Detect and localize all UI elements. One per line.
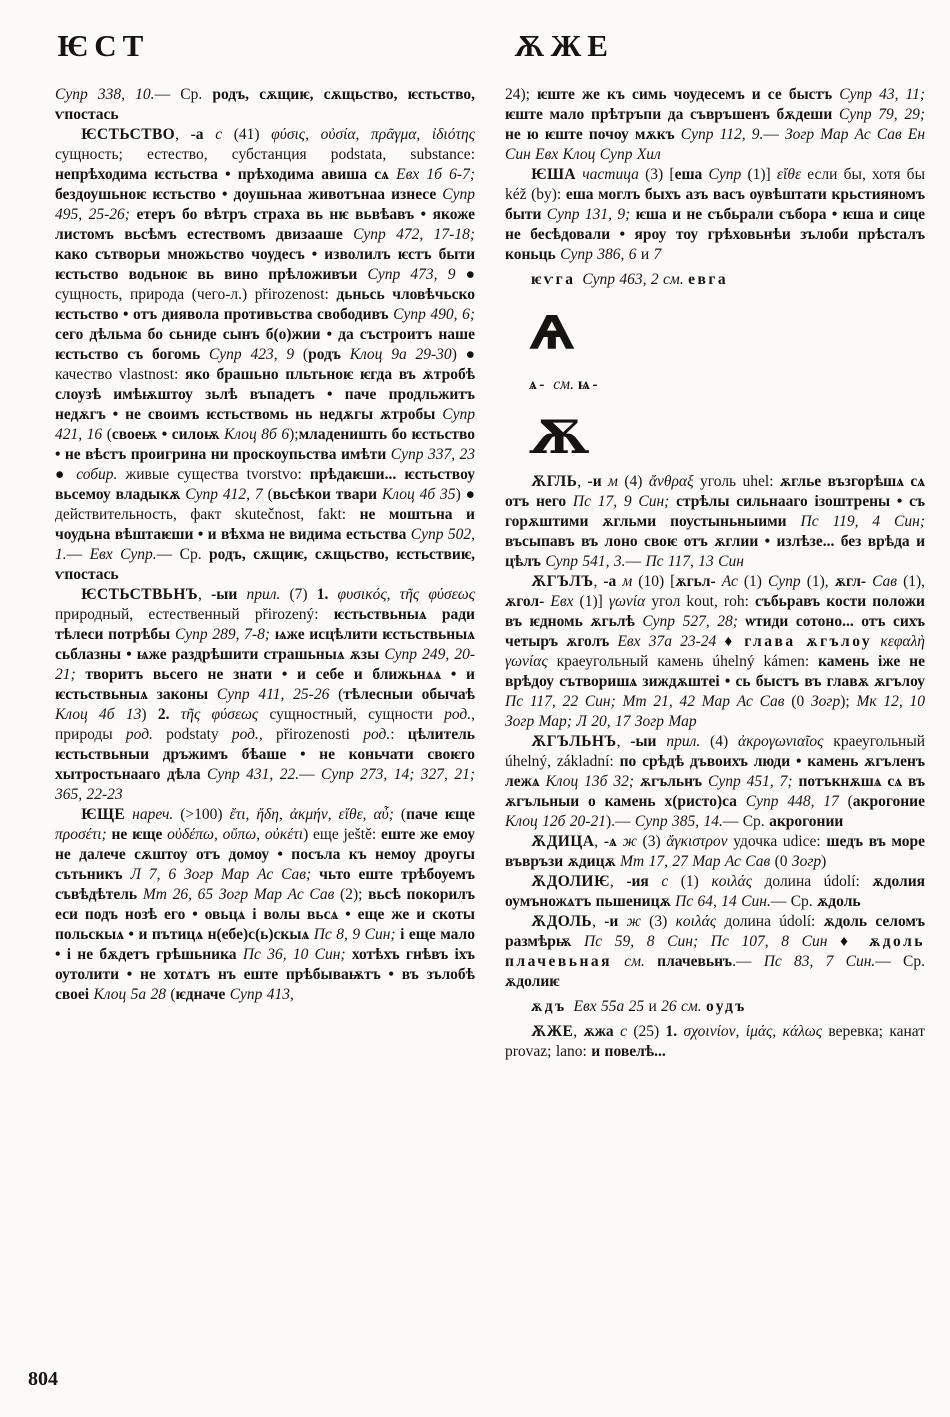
text-run: не ѥще (111, 826, 168, 843)
text-run: — Ср. (722, 813, 770, 830)
text-run: γωνία (608, 593, 646, 610)
headword: ѤЩЕ (81, 806, 126, 823)
text-run: ѫглье възгорѣшѧ сѧ отъ него (505, 473, 926, 510)
text-run: Пс 59, 8 Син; Пс 107, 8 Син (584, 933, 828, 950)
text-run: сущностный, сущности (258, 706, 445, 723)
text-run: ж (622, 833, 637, 850)
text-run: прил. (246, 586, 281, 603)
text-run: Пс 117, 13 Син (645, 553, 744, 570)
text-run: — (763, 126, 785, 143)
text-run: Супр 473, 9 (367, 266, 456, 283)
text-run (649, 873, 662, 890)
text-run: въсыпавъ въ лоно своѥ отъ ѫглии • излѣзе... без врѣда и цѣлъ (505, 533, 925, 570)
text-run: 26 (656, 998, 681, 1015)
text-run: Ас (715, 573, 738, 590)
text-run: см. (553, 376, 578, 393)
text-run: : (390, 726, 408, 743)
text-run: ♦ (827, 933, 869, 950)
text-run: ѩже исцѣлити ѥстьствьныѧ сьблазны • ѩже раздрѣшити страшьныѧ ѫзы (55, 626, 476, 663)
text-run: Мк 12, 10 Зогр Мар; Л 20, 17 Зогр Мар (505, 693, 925, 730)
text-run: ѥште же къ симь чоудесемъ и се быстъ (537, 86, 840, 103)
text-run: Евх 1б 6-7; (396, 166, 475, 183)
text-run: ѥстьствьныѧ ради тѣлеси потрѣбы (55, 606, 475, 643)
text-run: κοιλάς (711, 873, 752, 890)
text-run: Супр 421, 16 (55, 406, 475, 443)
headword: ѪГЛЬ (531, 473, 578, 490)
headword: ѤСТЬСТВЬНЪ (81, 586, 199, 603)
text-run: Зогр (810, 693, 841, 710)
text-run: младеништь бо ѥстьство • не вѣстъ проигрина ни проскоупьства имѣти (55, 426, 475, 463)
text-run: сего дѣльма бо сьниде сынъ б(о)жии • да състроитъ наше ѥстьство съ богомь (55, 326, 475, 363)
text-run: Супр 249, 20-21; (55, 646, 475, 683)
text-run: Супр 527, 28; (642, 613, 746, 630)
text-run: Супр 385, 14. (634, 813, 723, 830)
section-letter-glyph: Ѫ (529, 410, 590, 464)
text-run: , (593, 573, 604, 590)
text-run: -ыи (211, 586, 238, 603)
text-run: если бы, хотя бы kéž (by): (505, 166, 925, 203)
running-head-right: ѪЖЕ (514, 28, 614, 63)
text-run: см. (681, 998, 707, 1015)
text-run: 1. (316, 586, 329, 603)
text-run: оудъ (706, 998, 747, 1015)
text-run: хотѣхъ гнѣвъ іхъ оутолити • не хотѧтъ нъ еште прѣбываѭтъ • въ зълобѣ своеі (55, 946, 476, 1003)
text-run: ( (393, 806, 407, 823)
text-run: и (648, 998, 657, 1015)
text-run: потъкнѫшѧ сѧ въ ѫгъльныи о камень х(ристо)са (505, 773, 925, 810)
text-run: Супр 502, 1. (55, 526, 476, 563)
entry-jesa (505, 165, 925, 265)
text-run: и (640, 246, 650, 263)
text-run: ѩ- (577, 376, 600, 393)
text-run: ѫгол- (505, 593, 545, 610)
text-run: τῆς φύσεως (180, 706, 259, 723)
text-run: ѥѵга (531, 271, 583, 288)
text-run: родъ (308, 346, 350, 363)
text-run: εἴθε (776, 166, 802, 183)
text-run (612, 953, 624, 970)
text-run: (3) (636, 833, 667, 850)
text-run: събьравъ кости положи въ ѥдномь ѫгьлѣ (505, 593, 925, 630)
text-run: краеугольный камень úhelný kámen: (547, 653, 819, 670)
text-run: плачевьнъ (657, 953, 733, 970)
text-run: ( (838, 793, 853, 810)
entry-ogulinu (505, 732, 925, 832)
text-run: 24); (505, 86, 538, 103)
text-run: Клоц 4б 35 (381, 486, 456, 503)
text-run: .— (732, 953, 764, 970)
text-run: родъ, сѫщиѥ, сѫщьство, ѥстьствиѥ, ѵпостась (55, 546, 476, 583)
text-run: ѫдолиѥ (505, 973, 560, 990)
text-run: Пс 119, 4 Син; (800, 513, 925, 530)
text-run: стрѣлы сильнааго ізоштрены • съ горѫштими ѫгльми поустыньныими (505, 493, 925, 530)
text-run: шедъ въ море въвръзи ѫдицѫ (505, 833, 926, 870)
text-run: 2. (157, 706, 170, 723)
text-run: прѣдаѥши... ѥстьствоу вьсемоу владыкѫ (55, 466, 475, 503)
text-run: ) (141, 706, 158, 723)
text-run: Пс 36, 10 Син; (242, 946, 352, 963)
text-run: ж (626, 913, 641, 930)
xref-odu (505, 997, 925, 1017)
text-run: веревка; канат provaz; lano: (505, 1023, 926, 1060)
text-run: , (175, 126, 191, 143)
text-run: ѥдначе (175, 986, 230, 1003)
text-run: σχοινίον, ἱμάς, κάλως (683, 1023, 823, 1040)
text-run: ) еще ještě: (303, 826, 381, 843)
text-run: с (661, 873, 669, 890)
text-run: -ия (626, 873, 649, 890)
entry-odica (505, 832, 925, 872)
headword: ѤША (531, 166, 577, 183)
text-run: см. (663, 271, 689, 288)
text-run: (4) (617, 473, 649, 490)
text-run: Супр 413, (229, 986, 294, 1003)
text-run: -ыи (630, 733, 657, 750)
text-run: угол kout, roh: (645, 593, 755, 610)
text-run: (2); (334, 886, 369, 903)
text-run: ♦ (716, 633, 745, 650)
text-run: — (66, 546, 90, 563)
text-run: Супр 337, 23 (390, 446, 476, 463)
text-run: ѫдолия оумъножѧтъ пьшеницѫ (505, 873, 926, 910)
text-run: Л 7, 6 Зогр Мар Ас Сав; (130, 866, 320, 883)
text-run: , (198, 586, 212, 603)
text-run: бездоушьноѥ ѥстьство • доушьнаа животънаа изнесе (55, 186, 443, 203)
running-heads (55, 30, 925, 61)
text-run: -ѧ (603, 833, 617, 850)
entry-odoli (505, 912, 925, 992)
text-run: ѫжа (583, 1023, 614, 1040)
text-run: акрогоние (852, 793, 925, 810)
entry-jeste-continuation (505, 85, 925, 165)
text-run: собир. (76, 466, 118, 483)
text-run: яко брашьно пльтьноѥ ѥгда въ ѫтробѣ слоузѣ имѣѭштоу зьлѣ въпадетъ • паче продльжитъ недѫгъ • не своимъ ѥстьствомь нь недѫгы ѫтробы (55, 366, 475, 423)
text-run: (0 (770, 853, 792, 870)
section-letter-yus-big (505, 410, 925, 464)
text-run: еша моглъ быхъ азъ васъ оувѣштати крьстияномъ быти (505, 186, 925, 223)
text-run: ѥште мало прѣтръпи да съвръшенъ бѫдеши (505, 106, 839, 123)
text-run: дьньсь чловѣчьско ѥстьство • отъ диявола противьства свободивъ (55, 286, 475, 323)
text-run: ).— (605, 813, 635, 830)
text-run: род. (125, 726, 153, 743)
text-run: (1), (800, 573, 835, 590)
text-run: — Ср. (154, 86, 213, 103)
text-run: ● сущность, природа (чего-л.) přirozenost: (55, 266, 476, 303)
text-run: 1. (665, 1023, 678, 1040)
text-run: Супр 131, 9; (546, 206, 636, 223)
text-run: м (608, 473, 618, 490)
text-run: — (625, 553, 646, 570)
text-run: -и (587, 473, 602, 490)
text-run: по срѣдѣ дъвоихъ люди • камень ѫгъленъ лежѧ (505, 753, 925, 790)
text-run: природный, естественный přirozený: (55, 606, 334, 623)
text-run: долина údolí: (751, 873, 873, 890)
text-run: (>100) (173, 806, 230, 823)
text-run: уголь uhel: (693, 473, 780, 490)
text-run: Супр 448, 17 (745, 793, 839, 810)
text-run: Супр 431, 22. (207, 766, 300, 783)
page-number: 804 (28, 1368, 58, 1390)
text-run: Супр 43, 11; (839, 86, 926, 103)
headword: ѪГЪЛЬНЪ (531, 733, 617, 750)
text-run: ѡтиди сотоно... отъ сихъ четыръ ѫголъ (505, 613, 925, 650)
text-run: — Ср. (875, 953, 926, 970)
text-run: евга (688, 271, 729, 288)
text-run: Супр 490, 6; (393, 306, 475, 323)
text-run: ѫгьл- (675, 573, 716, 590)
text-run: Супр 79, 29; (838, 106, 925, 123)
text-run: ) (821, 853, 827, 870)
text-run: Супр 411, 25-26 (216, 686, 330, 703)
text-run: Евх 37а 23-24 (617, 633, 717, 650)
text-run: ѫдоль селомъ размѣрѭ (505, 913, 926, 950)
xref-jevga (505, 270, 925, 290)
text-run: с (215, 126, 223, 143)
text-run: како сътворьи множьство чоудесъ • изволилъ ѥстъ быти ѥстьство водьноѥ вь вино прѣложивъи (55, 246, 475, 283)
text-run: -и (604, 913, 619, 930)
text-run: ἄνθραξ (648, 473, 694, 490)
text-run: ); (289, 426, 299, 443)
text-run: тѣлесныи обычаѣ (343, 686, 475, 703)
entry-jeste (55, 805, 475, 1005)
text-run: краеугольный úhelný, základní: (505, 733, 926, 770)
text-run: φυσικός, τῆς φύσεως (337, 586, 476, 603)
text-run: κεφαλὴ γωνίας (505, 633, 925, 670)
text-run: камень іже не врѣдоу сътворишѧ зиждѫштеі • сь быстъ въ главѫ ѫгълоу (505, 653, 925, 690)
text-run: , (594, 833, 604, 850)
section-letter-yus-small (505, 306, 925, 394)
text-run: Евх Супр. (89, 546, 157, 563)
text-run: см. (624, 953, 658, 970)
text-run: Супр 289, 7-8; (174, 626, 275, 643)
text-run: (1)] (573, 593, 609, 610)
text-run: — (299, 766, 322, 783)
text-run: глава ѫгълоу (744, 633, 873, 650)
text-run: ѧ- (529, 376, 554, 393)
entry-odolije (505, 872, 925, 912)
text-run: Зогр Мар Ас Сав Ен Син Евх Клоц Супр Хил (505, 126, 926, 163)
column-left (55, 85, 475, 1062)
text-run: чьто еште трѣбоуемъ съвѣдѣтель (55, 866, 475, 903)
text-run: непрѣходима ѥстьства • прѣходима авиша сѧ (55, 166, 397, 183)
text-run: акрогонии (769, 813, 844, 830)
text-run: Клоц 4б 13 (55, 706, 142, 723)
text-run: , природы (55, 706, 475, 743)
headword: ѪГЪЛЪ (531, 573, 594, 590)
text-run: Пс 117, 22 Син; Мт 21, 42 Мар Ас Сав (505, 693, 785, 710)
text-run: (3) (640, 913, 676, 930)
text-run: ); (840, 693, 857, 710)
text-run: вьсѣ покорилъ еси подъ нозѣ его • овьцѧ і волы вьсѧ • еще же и скоты польскыѧ • и пътицѧ н(ебе)с(ь)скыѧ (55, 886, 475, 943)
text-run: частица (582, 166, 639, 183)
text-run (169, 706, 180, 723)
text-run (204, 126, 216, 143)
text-run: родъ, сѫщиѥ, сѫщьство, ѥстьство, ѵпостась (55, 86, 475, 123)
text-run: творитъ вьсего не знати • и себе и ближьнѧѧ • и ѥстьствьныѧ законы (55, 666, 475, 703)
text-run: Мт 26, 65 Зогр Мар Ас Сав (142, 886, 335, 903)
text-run: προσέτι; (55, 826, 107, 843)
text-run: Супр 412, 7 (185, 486, 263, 503)
text-run: род. (363, 726, 391, 743)
text-run: ѫдъ (531, 998, 574, 1015)
text-run: Пс 83, 7 Син. (763, 953, 876, 970)
text-run: Супр 338, 10. (55, 86, 155, 103)
text-run: і еще мало • і не бѫдетъ грѣшьника (55, 926, 476, 963)
text-run: Сав (866, 573, 898, 590)
text-run: етеръ бо вѣтръ страха вь нѥ вьвѣавъ • якоже листомъ вьсѣмъ естествомъ двизааше (55, 206, 476, 243)
entry-jeststvinu (55, 585, 475, 805)
text-run: (4) (700, 733, 738, 750)
text-run: (7) (280, 586, 317, 603)
text-run: podstaty (152, 726, 232, 743)
text-run: ѫгл- (834, 573, 867, 590)
text-run: Пс 8, 9 Син; (313, 926, 401, 943)
text-run: род. (231, 726, 259, 743)
text-run: (41) (222, 126, 272, 143)
running-head-left: ѤСТ (57, 28, 150, 63)
headword: ѪЖЕ (531, 1023, 574, 1040)
text-run: ѫдоль плачевьная (505, 933, 925, 970)
text-run: нареч. (132, 806, 174, 823)
text-run: Пс 64, 14 Син. (675, 893, 771, 910)
text-run: -а (603, 573, 617, 590)
text-run: Супр 472, 17-18; (353, 226, 475, 243)
text-run: еша (674, 166, 709, 183)
text-run: οὐδέπω, οὔπω, οὐκέτι (167, 826, 304, 843)
text-run: Клоц 9а 29-30 (349, 346, 452, 363)
entry-jeststvo (55, 125, 475, 585)
section-letter-glyph: Ѧ (529, 306, 575, 360)
headword: ѪДИЦА (531, 833, 595, 850)
text-run: Супр 495, 25-26; (55, 186, 475, 223)
headword: ѤСТЬСТВО (81, 126, 176, 143)
text-run: — Ср. (156, 546, 210, 563)
text-run: ● (55, 466, 77, 483)
entry-ogli (505, 472, 925, 572)
text-run: κοιλάς (675, 913, 717, 930)
text-run: вьсѣкои твари (272, 486, 382, 503)
text-run: Мт 17, 27 Мар Ас Сав (620, 853, 771, 870)
text-run: с (620, 1023, 627, 1040)
text-run: 7 (649, 246, 662, 263)
text-run: (10) [ (632, 573, 676, 590)
text-run: , (609, 873, 627, 890)
text-run: , (616, 733, 631, 750)
text-run (618, 913, 626, 930)
text-run: не ю ѥште почоу мѫкъ (505, 126, 681, 143)
text-run: ѫгъльнъ (639, 773, 708, 790)
text-run: и повелѣ... (591, 1043, 666, 1060)
text-run: ( (102, 426, 112, 443)
headword: ѪДОЛЬ (531, 913, 593, 930)
text-run: Пс 17, 9 Син; (572, 493, 677, 510)
text-run: (1) (668, 873, 712, 890)
text-run: , (577, 473, 588, 490)
text-run: (3) [ (638, 166, 675, 183)
text-run: ) ● действительность, факт skutečnost, fakt: (55, 486, 475, 523)
text-run: прил. (666, 733, 701, 750)
text-run (656, 733, 666, 750)
text-run (328, 586, 337, 603)
text-run: Евх 55а 25 (573, 998, 649, 1015)
text-run: Супр 541, 3. (545, 553, 626, 570)
text-columns (55, 85, 925, 1062)
text-run: ) ● качество vlastnost: (55, 346, 476, 383)
text-run: Клоц 13б 32; (545, 773, 640, 790)
text-run: (1) (737, 573, 768, 590)
text-run: Супр (767, 573, 801, 590)
text-run: удочка udice: (727, 833, 827, 850)
text-run: ἔτι, ἤδη, ἀκμήν, εἴθε, αὖ; (229, 806, 394, 823)
text-run: Супр 386, 6 (560, 246, 641, 263)
text-run: живые существа tvorstvo: (117, 466, 310, 483)
text-run: Зогр (791, 853, 822, 870)
text-run: (1)] (741, 166, 777, 183)
column-right (505, 85, 925, 1062)
text-run: ѫдоль (817, 893, 861, 910)
text-run: Супр 112, 9. (680, 126, 764, 143)
text-run: ἀκρογωνιαῖος (737, 733, 824, 750)
text-run: — Ср. (770, 893, 818, 910)
text-run: , (573, 1023, 584, 1040)
text-run: , přirozenosti (258, 726, 364, 743)
text-run: долина údolí: (716, 913, 824, 930)
text-run: (0 (784, 693, 811, 710)
text-run: ѥша и не събьрали събора • ѥша и сице не бесѣдовали • яроу тоу грѣховьнѣи зълоби прѣсталъ коньць (505, 206, 925, 263)
text-run: м (622, 573, 633, 590)
text-run: ἄγκιστρον (666, 833, 728, 850)
text-run: паче ѥще (406, 806, 475, 823)
text-run: Супр 273, 14; 327, 21; 365, 22-23 (55, 766, 476, 803)
text-run: не моштьна и чоудьна вѣштаѥши • и вѣхма не видима естьства (55, 506, 475, 543)
text-run: Супр 423, 9 (208, 346, 295, 363)
text-run: Евх (544, 593, 574, 610)
text-run: ( (294, 346, 309, 363)
text-run: Клоц 8б 6 (223, 426, 290, 443)
text-run: ( (329, 686, 344, 703)
entry-oze (505, 1022, 925, 1062)
text-run: сущность; естество, субстанция podstata, substance: (55, 146, 475, 163)
text-run: Клоц 12б 20-21 (505, 813, 606, 830)
text-run: Супр 451, 7; (708, 773, 799, 790)
text-run: Супр 463, 2 (582, 271, 664, 288)
text-run: еште же емоу не далече сѫштоу отъ домоу • посъла къ немоу дроугы сътьникъ (55, 826, 475, 883)
entry-continuation (55, 85, 475, 125)
text-run: (25) (626, 1023, 666, 1040)
headword: ѪДОЛИѤ (531, 873, 610, 890)
text-run: φύσις, οὐσία, πρᾶγμα, ἰδιότης (271, 126, 475, 143)
text-run: цѣлитель ѥстьствьныи дръжимъ бѣаше • не коньчати своѥго хытростьнааго дѣла (55, 726, 475, 783)
text-run: (1), (897, 573, 926, 590)
text-run: Клоц 5а 28 (93, 986, 166, 1003)
section-letter-note (529, 376, 925, 394)
text-run: -а (190, 126, 204, 143)
text-run: род. (444, 706, 472, 723)
text-run: ( (165, 986, 176, 1003)
text-run: своеѭ • силоѭ (111, 426, 224, 443)
text-run: Супр (708, 166, 742, 183)
text-run: , (592, 913, 605, 930)
entry-ogulu (505, 572, 925, 732)
text-run: ( (262, 486, 273, 503)
